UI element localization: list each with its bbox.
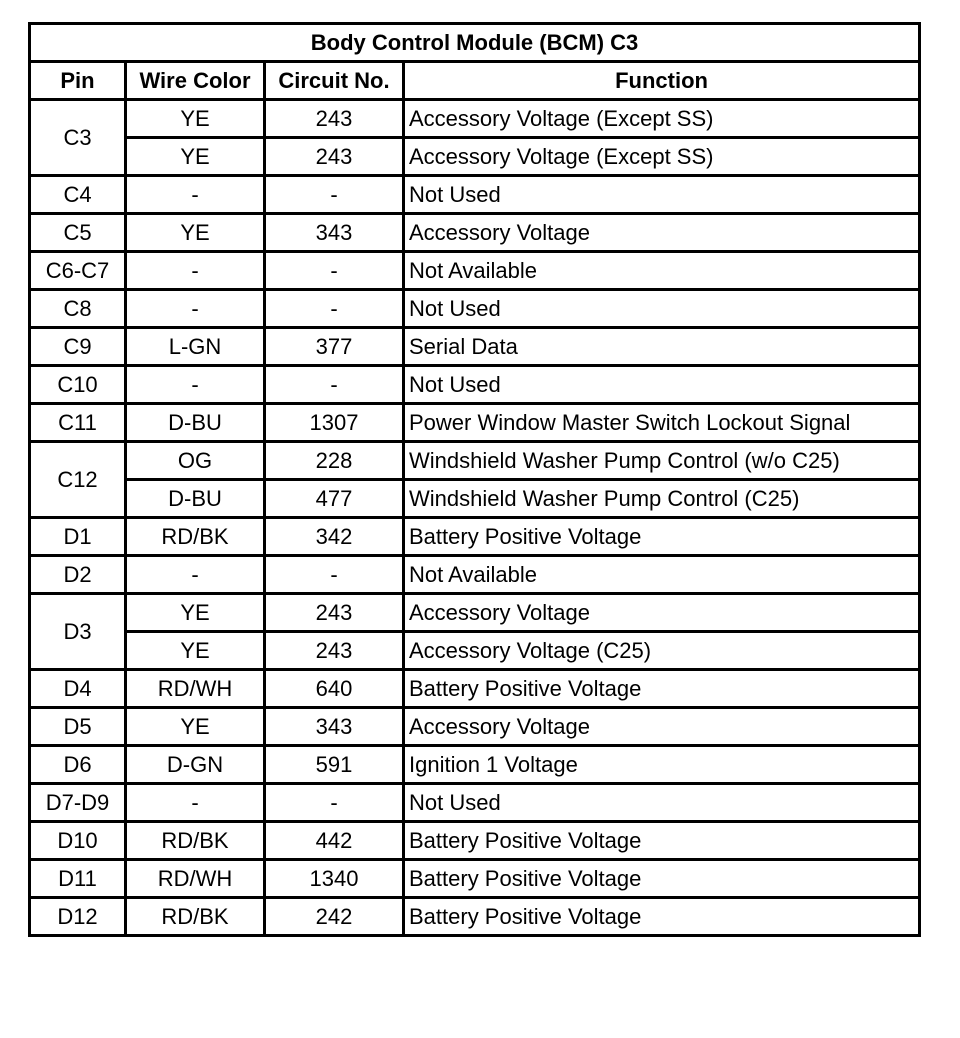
function-cell: Windshield Washer Pump Control (C25)	[404, 480, 920, 518]
circuit-number-cell: -	[265, 784, 404, 822]
circuit-number-cell: 591	[265, 746, 404, 784]
pin-cell: C6-C7	[30, 252, 126, 290]
function-cell: Accessory Voltage (Except SS)	[404, 138, 920, 176]
pin-cell: C4	[30, 176, 126, 214]
pin-cell: C9	[30, 328, 126, 366]
pin-cell: D7-D9	[30, 784, 126, 822]
table-row	[30, 708, 920, 746]
circuit-number-cell: 228	[265, 442, 404, 480]
table-title: Body Control Module (BCM) C3	[30, 24, 920, 62]
circuit-number-cell: -	[265, 252, 404, 290]
function-cell: Accessory Voltage	[404, 708, 920, 746]
circuit-number-cell: 1307	[265, 404, 404, 442]
table-row	[30, 328, 920, 366]
function-cell: Ignition 1 Voltage	[404, 746, 920, 784]
circuit-number-cell: 342	[265, 518, 404, 556]
pin-cell: C12	[30, 442, 126, 518]
pin-cell: C11	[30, 404, 126, 442]
pin-cell: D1	[30, 518, 126, 556]
table-row	[30, 860, 920, 898]
wire-color-cell: YE	[126, 708, 265, 746]
pin-cell: D5	[30, 708, 126, 746]
function-cell: Not Used	[404, 366, 920, 404]
table-row	[30, 746, 920, 784]
pin-cell: D4	[30, 670, 126, 708]
table-row	[30, 518, 920, 556]
table-row	[30, 632, 920, 670]
circuit-number-cell: 1340	[265, 860, 404, 898]
wire-color-cell: YE	[126, 594, 265, 632]
function-cell: Serial Data	[404, 328, 920, 366]
column-header-wire-color: Wire Color	[126, 62, 265, 100]
wire-color-cell: RD/WH	[126, 860, 265, 898]
wire-color-cell: L-GN	[126, 328, 265, 366]
table-row	[30, 784, 920, 822]
column-header-pin: Pin	[30, 62, 126, 100]
function-cell: Power Window Master Switch Lockout Signal	[404, 404, 920, 442]
pin-cell: D3	[30, 594, 126, 670]
connector-pinout-table	[28, 22, 921, 937]
pin-cell: D6	[30, 746, 126, 784]
function-cell: Accessory Voltage (C25)	[404, 632, 920, 670]
function-cell: Battery Positive Voltage	[404, 822, 920, 860]
pin-cell: C10	[30, 366, 126, 404]
wire-color-cell: D-BU	[126, 404, 265, 442]
wire-color-cell: -	[126, 784, 265, 822]
wire-color-cell: D-GN	[126, 746, 265, 784]
pin-cell: D10	[30, 822, 126, 860]
wire-color-cell: YE	[126, 100, 265, 138]
pin-cell: D2	[30, 556, 126, 594]
table-row	[30, 594, 920, 632]
table-row	[30, 100, 920, 138]
function-cell: Not Used	[404, 784, 920, 822]
circuit-number-cell: 243	[265, 138, 404, 176]
wire-color-cell: -	[126, 252, 265, 290]
wire-color-cell: -	[126, 290, 265, 328]
wire-color-cell: RD/BK	[126, 898, 265, 936]
function-cell: Accessory Voltage	[404, 594, 920, 632]
function-cell: Battery Positive Voltage	[404, 518, 920, 556]
circuit-number-cell: 477	[265, 480, 404, 518]
table-row	[30, 670, 920, 708]
table-row	[30, 366, 920, 404]
table-row	[30, 898, 920, 936]
table-row	[30, 138, 920, 176]
wire-color-cell: RD/WH	[126, 670, 265, 708]
wire-color-cell: -	[126, 556, 265, 594]
pin-cell: D12	[30, 898, 126, 936]
circuit-number-cell: -	[265, 366, 404, 404]
circuit-number-cell: 243	[265, 594, 404, 632]
wire-color-cell: RD/BK	[126, 518, 265, 556]
table-row	[30, 822, 920, 860]
circuit-number-cell: 242	[265, 898, 404, 936]
pin-cell: D11	[30, 860, 126, 898]
table-row	[30, 480, 920, 518]
circuit-number-cell: 442	[265, 822, 404, 860]
pin-cell: C8	[30, 290, 126, 328]
circuit-number-cell: 243	[265, 632, 404, 670]
function-cell: Accessory Voltage (Except SS)	[404, 100, 920, 138]
circuit-number-cell: 343	[265, 708, 404, 746]
table-title-row	[30, 24, 920, 62]
table-row	[30, 252, 920, 290]
wire-color-cell: YE	[126, 632, 265, 670]
function-cell: Not Available	[404, 556, 920, 594]
wire-color-cell: D-BU	[126, 480, 265, 518]
table-row	[30, 556, 920, 594]
function-cell: Windshield Washer Pump Control (w/o C25)	[404, 442, 920, 480]
table-row	[30, 214, 920, 252]
column-header-circuit: Circuit No.	[265, 62, 404, 100]
pin-cell: C3	[30, 100, 126, 176]
function-cell: Not Used	[404, 290, 920, 328]
table-row	[30, 404, 920, 442]
circuit-number-cell: -	[265, 176, 404, 214]
circuit-number-cell: 377	[265, 328, 404, 366]
function-cell: Battery Positive Voltage	[404, 860, 920, 898]
table-body	[30, 100, 920, 936]
function-cell: Accessory Voltage	[404, 214, 920, 252]
circuit-number-cell: 343	[265, 214, 404, 252]
wire-color-cell: -	[126, 366, 265, 404]
function-cell: Battery Positive Voltage	[404, 898, 920, 936]
table-row	[30, 290, 920, 328]
circuit-number-cell: 640	[265, 670, 404, 708]
circuit-number-cell: 243	[265, 100, 404, 138]
wire-color-cell: OG	[126, 442, 265, 480]
wire-color-cell: RD/BK	[126, 822, 265, 860]
table-row	[30, 176, 920, 214]
column-header-function: Function	[404, 62, 920, 100]
pin-cell: C5	[30, 214, 126, 252]
table-header-row	[30, 62, 920, 100]
wire-color-cell: YE	[126, 138, 265, 176]
wire-color-cell: YE	[126, 214, 265, 252]
wire-color-cell: -	[126, 176, 265, 214]
function-cell: Not Available	[404, 252, 920, 290]
circuit-number-cell: -	[265, 556, 404, 594]
function-cell: Battery Positive Voltage	[404, 670, 920, 708]
table-row	[30, 442, 920, 480]
circuit-number-cell: -	[265, 290, 404, 328]
function-cell: Not Used	[404, 176, 920, 214]
